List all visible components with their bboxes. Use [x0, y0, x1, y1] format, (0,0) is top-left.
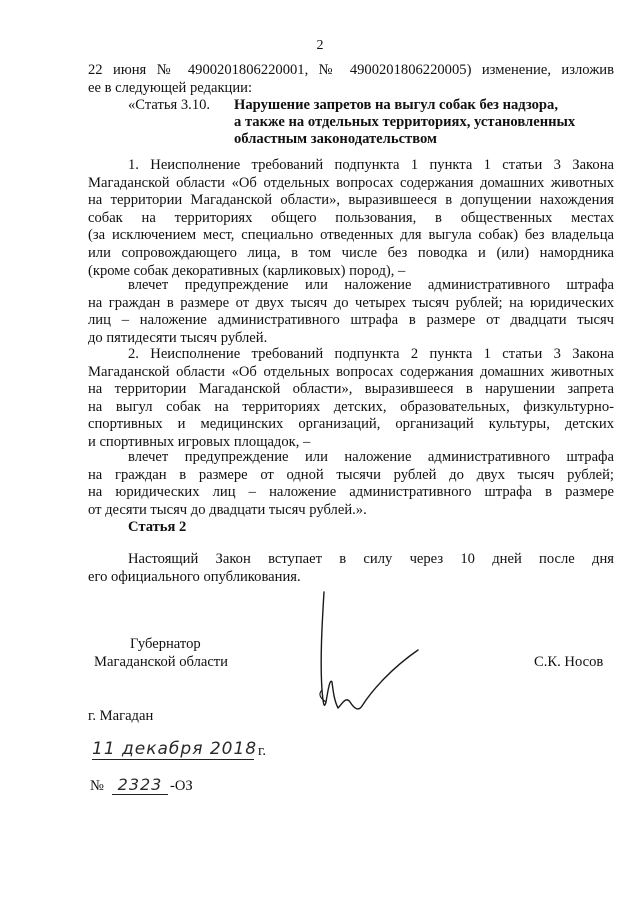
intro-line-1: 22 июня № 4900201806220001, № 4900201806220005) изменение, изложив	[88, 62, 614, 78]
paragraph-1	[88, 157, 614, 280]
article-2-heading: Статья 2	[128, 519, 187, 535]
para2-penalty-line: на юридических лиц – наложение административного штрафа в размере	[88, 484, 614, 501]
page-number: 2	[316, 38, 324, 53]
para1-line: на территории Магаданской области», выразившееся в допущении нахождения	[88, 192, 614, 209]
place: г. Магадан	[88, 708, 154, 724]
signatory-title-2: Магаданской области	[94, 654, 228, 670]
signatory-name: С.К. Носов	[534, 654, 604, 670]
para1-penalty-line: на граждан в размере от двух тысяч до четырех тысяч рублей; на юридических	[88, 294, 614, 311]
para2-penalty-line: на граждан в размере от одной тысячи рублей до двух тысяч рублей;	[88, 466, 614, 483]
para2-penalty-line: влечет предупреждение или наложение административного штрафа	[128, 449, 614, 465]
article-label: «Статья 3.10.	[128, 97, 211, 113]
handwritten-signature	[300, 590, 430, 725]
para1-line: 1. Неисполнение требований подпункта 1 пункта 1 статьи 3 Закона	[128, 157, 614, 173]
article-title-2: а также на отдельных территориях, установленных	[234, 114, 576, 130]
article-title-3: областным законодательством	[234, 131, 437, 147]
para2-penalty-line: от десяти тысяч до двадцати тысяч рублей.».	[88, 501, 367, 518]
date-handwritten: 11 декабря 2018	[92, 739, 258, 759]
para2-line: и спортивных игровых площадок, –	[88, 433, 311, 450]
para2-line: на территории Магаданской области», выразившееся в нарушении запрета	[88, 381, 614, 398]
paragraph-2-penalty	[88, 449, 614, 519]
date-suffix: г.	[258, 743, 266, 759]
article-2-line: его официального опубликования.	[88, 568, 301, 585]
number-suffix: -ОЗ	[170, 778, 193, 794]
paragraph-1-penalty	[88, 277, 614, 347]
intro-text	[88, 62, 614, 97]
signatory-title-1: Губернатор	[130, 636, 201, 652]
para1-line: или сопровождающего лица, в том числе без поводка и (или) намордника	[88, 244, 614, 261]
article-title-1: Нарушение запретов на выгул собак без надзора,	[234, 97, 558, 113]
para1-line: (кроме собак декоративных (карликовых) пород), –	[88, 262, 406, 279]
para1-line: собак на территориях общего пользования, в общественных местах	[88, 209, 614, 226]
paragraph-2	[88, 346, 614, 452]
para1-line: (за исключением мест, специально отведенных для выгула собак) без владельца	[88, 227, 614, 244]
number-handwritten: 2323	[112, 775, 168, 795]
article-2-body	[88, 551, 614, 586]
para2-line: на выгул собак на территориях детских, образовательных, физкультурно-	[88, 398, 614, 415]
intro-line-2: ее в следующей редакции:	[88, 79, 253, 96]
para1-penalty-line: влечет предупреждение или наложение административного штрафа	[128, 277, 614, 293]
para2-line: спортивных и медицинских организаций, организаций культуры, детских	[88, 416, 614, 433]
para2-line: 2. Неисполнение требований подпункта 2 пункта 1 статьи 3 Закона	[128, 346, 614, 362]
number-prefix: №	[90, 778, 104, 794]
para1-penalty-line: до пятидесяти тысяч рублей.	[88, 329, 268, 346]
para1-line: Магаданской области «Об отдельных вопросах содержания домашних животных	[88, 174, 614, 191]
article-2-line: Настоящий Закон вступает в силу через 10 дней после дня	[128, 551, 614, 567]
para1-penalty-line: лиц – наложение административного штрафа в размере от двадцати тысяч	[88, 312, 614, 329]
para2-line: Магаданской области «Об отдельных вопросах содержания домашних животных	[88, 363, 614, 380]
